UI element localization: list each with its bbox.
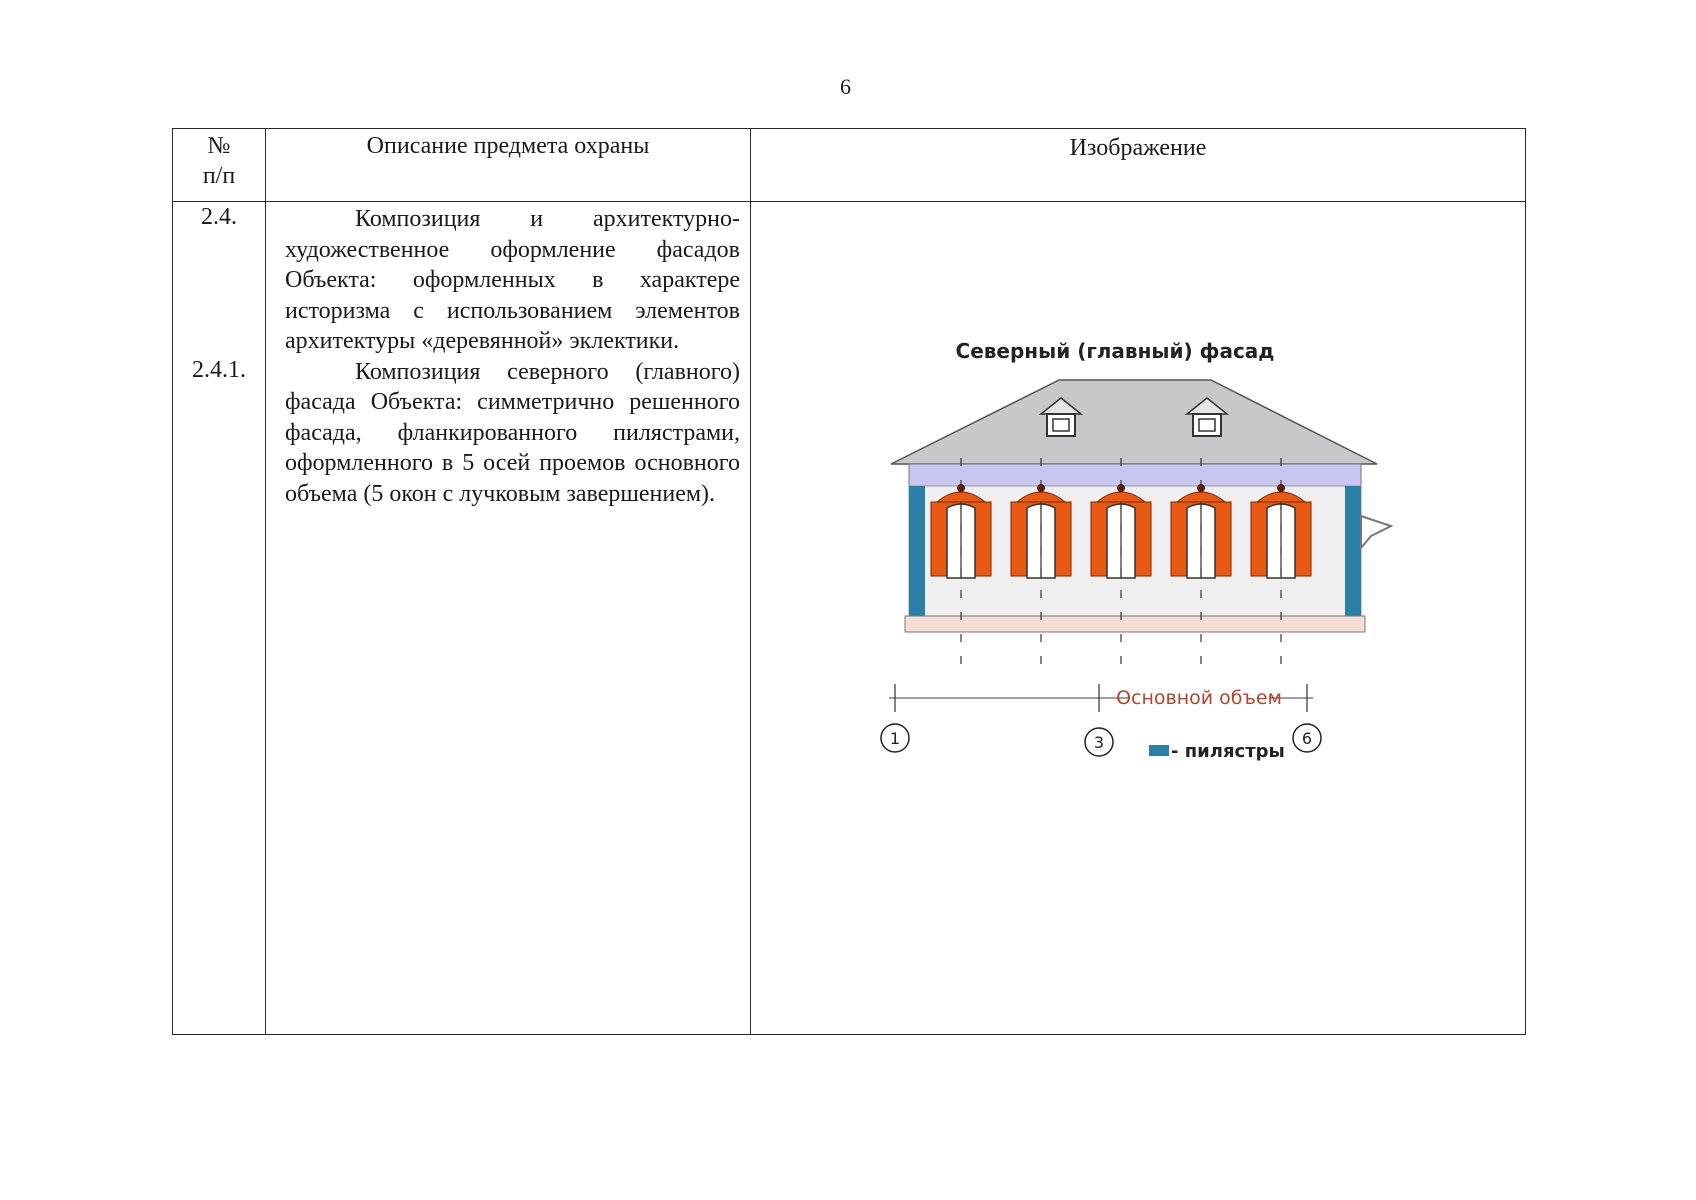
image-cell <box>751 202 1526 1035</box>
header-description: Описание предмета охраны <box>266 129 751 202</box>
plinth <box>905 616 1365 632</box>
row-number-cell <box>173 202 266 1035</box>
legend-swatch <box>1149 745 1169 756</box>
axis-label-6: 6 <box>1301 729 1313 748</box>
header-number-symbol: № <box>207 133 231 159</box>
row-number-2-4-1: 2.4.1. <box>192 357 246 383</box>
roof <box>891 380 1377 464</box>
drawing-title: Северный (главный) фасад <box>955 339 1275 363</box>
header-image: Изображение <box>751 129 1526 202</box>
description-2-4-1: Композиция северного (главного) фасада Объекта: симметрично решенного фасада, фланкированного пилястрами, оформленного в 5 осей проемов основного объема (5 окон с лучковым завершением). <box>285 358 740 507</box>
porch-awning <box>1361 516 1391 548</box>
table-row <box>173 202 1526 1035</box>
volume-label: Основной объем <box>1116 687 1282 709</box>
axis-marker-1 <box>881 724 909 752</box>
axis-marker-6 <box>1293 724 1321 752</box>
pilaster-right <box>1345 486 1361 616</box>
row-number-2-4: 2.4. <box>201 204 237 230</box>
page-number: 6 <box>840 74 851 99</box>
header-number-abbr: п/п <box>202 163 236 189</box>
axis-label-1: 1 <box>889 729 901 748</box>
facade-drawing <box>751 202 1527 802</box>
header-number <box>173 129 266 202</box>
protection-table <box>172 128 1526 1035</box>
frieze <box>909 464 1361 486</box>
row-description-cell <box>266 202 751 1035</box>
description-2-4: Композиция и архитектурно-художественное оформление фасадов Объекта: оформленных в характере историзма с использованием элементов архитектуры «деревянной» эклектики. <box>285 206 740 354</box>
legend-label: - пилястры <box>1171 741 1285 762</box>
pilaster-left <box>909 486 925 616</box>
axis-label-3: 3 <box>1093 733 1105 752</box>
axis-marker-3 <box>1085 728 1113 756</box>
table-header-row <box>173 129 1526 202</box>
